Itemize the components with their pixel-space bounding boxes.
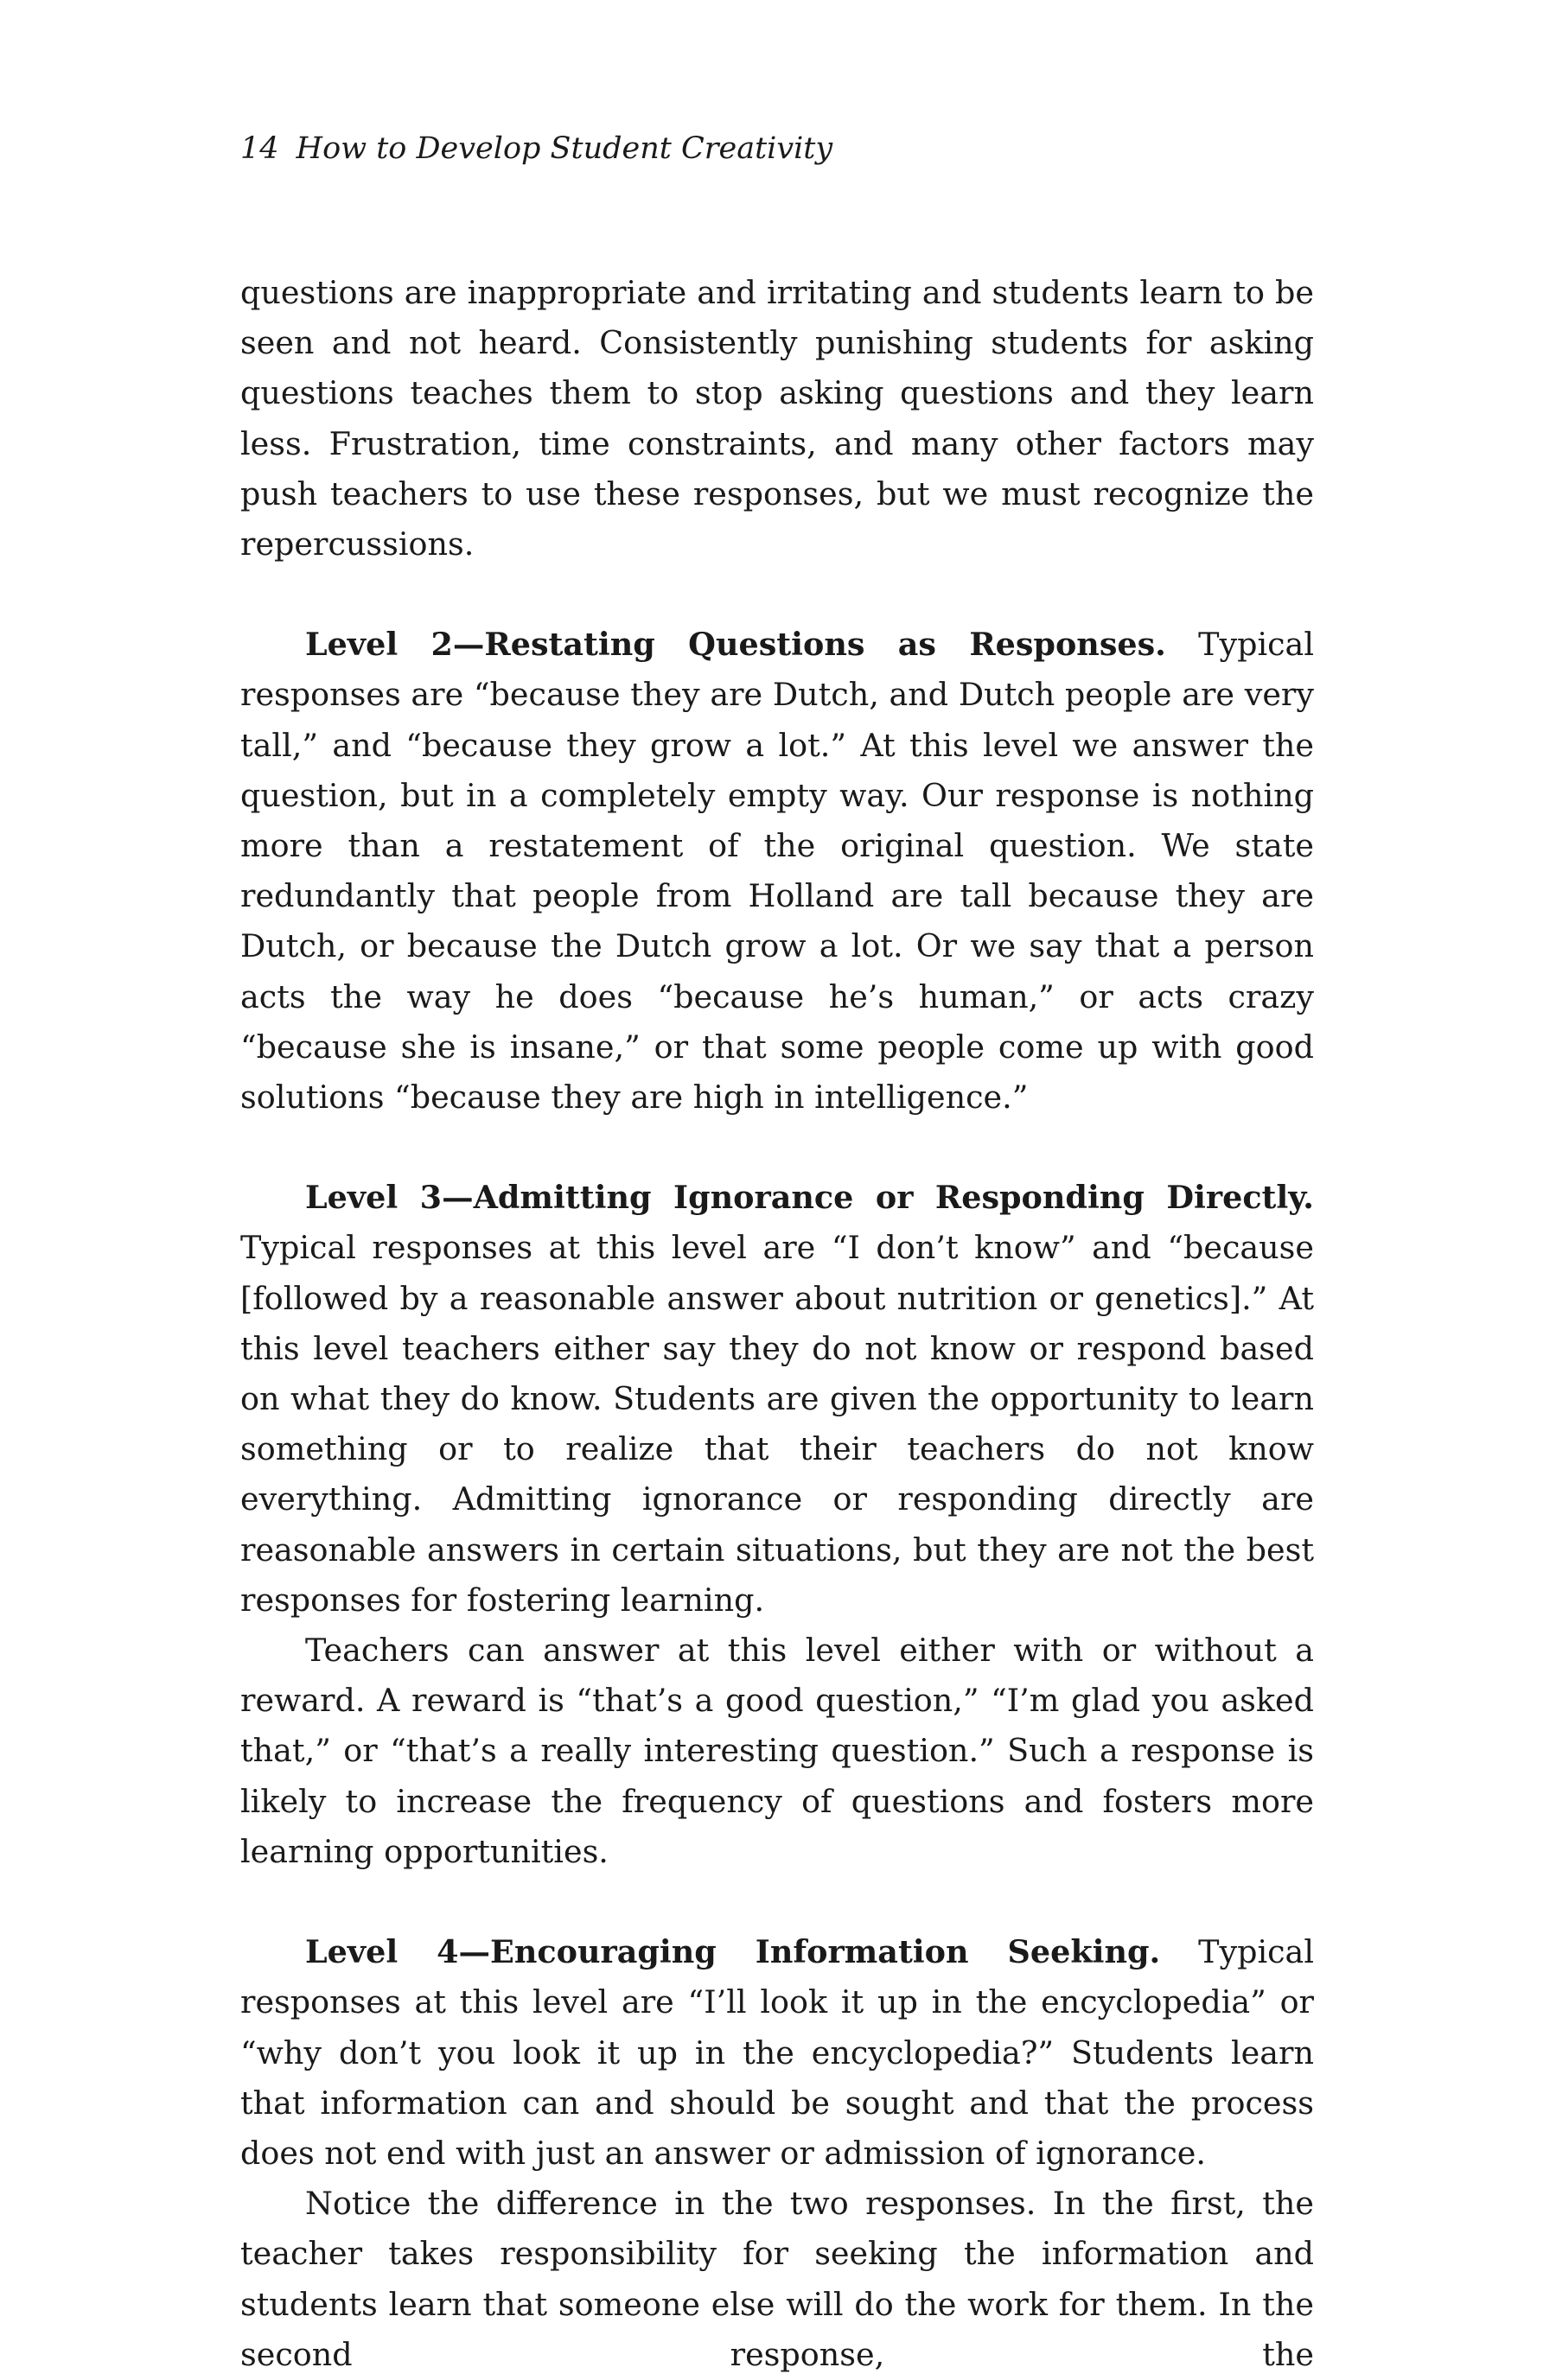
- running-head: [240, 130, 832, 168]
- paragraph-continued: questions are inappropriate and irritating and students learn to be seen and not heard. Consistently punishing students for asking questions teaches them to stop asking questions and they learn less. Frustration, time constraints, and many other factors may push teachers to use these responses, but we must recognize the repercussions.: [240, 274, 1314, 563]
- page-number: 14: [240, 131, 279, 166]
- body-text: [240, 268, 1314, 2380]
- level-4-heading: Level 4—Encouraging Information Seeking.: [305, 1933, 1161, 1971]
- level-2-text: Typical responses are “because they are Dutch, and Dutch people are very tall,” and “because they grow a lot.” At this level we answer the question, but in a completely empty way. Our response is nothing more than a restatement of the original question. We state redundantly that people from Holland are tall because they are Dutch, or because the Dutch grow a lot. Or we say that a person acts the way he does “because he’s human,” or acts crazy “because she is insane,” or that some people come up with good solutions “because they are high in intelligence.”: [240, 626, 1314, 1117]
- paragraph-level-3: [240, 1173, 1314, 1626]
- paragraph-level-4: [240, 1927, 1314, 2179]
- level-3-text: Typical responses at this level are “I don’t know” and “because [followed by a reasonable answer about nutrition or genetics].” At this level teachers either say they do not know or respond based on what they do know. Students are given the opportunity to learn something or to realize that their teachers do not know everything. Admitting ignorance or responding directly are reasonable answers in certain situations, but they are not the best responses for fostering learning.: [240, 1229, 1314, 1619]
- paragraph-level-2: [240, 620, 1314, 1123]
- paragraph-difference: Notice the difference in the two responses. In the first, the teacher takes responsibility for seeking the information and students learn that someone else will do the work for them. In the second response, the: [240, 2185, 1314, 2373]
- paragraph-reward: Teachers can answer at this level either with or without a reward. A reward is “that’s a good question,” “I’m glad you asked that,” or “that’s a really interesting question.” Such a response is likely to increase the frequency of questions and fosters more learning opportunities.: [240, 1632, 1314, 1870]
- level-3-heading: Level 3—Admitting Ignorance or Responding Directly.: [305, 1179, 1314, 1217]
- level-2-heading: Level 2—Restating Questions as Responses.: [305, 626, 1166, 664]
- book-title: How to Develop Student Creativity: [296, 131, 833, 166]
- level-4-text: Typical responses at this level are “I’ll look it up in the encyclopedia” or “why don’t you look it up in the encyclopedia?” Students learn that information can and should be sought and that the process does not end with just an answer or admission of ignorance.: [240, 1933, 1314, 2172]
